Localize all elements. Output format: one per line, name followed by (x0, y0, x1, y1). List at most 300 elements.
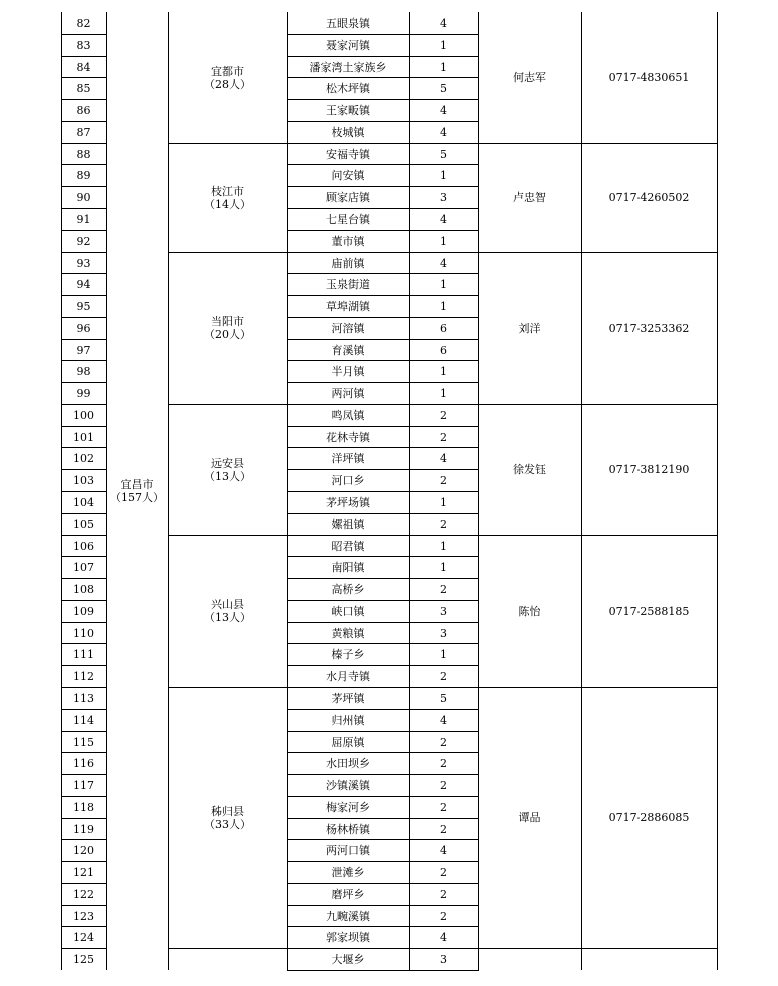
contact-person (478, 687, 581, 948)
row-number-text: 103 (73, 473, 94, 487)
quota-count (409, 382, 478, 404)
contact-person (478, 404, 581, 535)
town-name-text: 五眼泉镇 (326, 16, 370, 30)
row-number (61, 12, 106, 34)
quota-count-text: 6 (440, 321, 447, 335)
contact-phone-text: 0717-4830651 (608, 71, 690, 84)
quota-count (409, 883, 478, 905)
quota-count (409, 469, 478, 491)
quota-count-text: 2 (440, 887, 447, 901)
row-number (61, 469, 106, 491)
quota-count-text: 4 (440, 256, 447, 270)
row-number-text: 113 (73, 691, 94, 705)
row-number (61, 382, 106, 404)
grid-line (717, 12, 718, 970)
town-name-text: 梅家河乡 (326, 800, 370, 814)
town-name-text: 草埠湖镇 (326, 299, 370, 313)
row-number (61, 77, 106, 99)
quota-count (409, 926, 478, 948)
quota-count-text: 1 (440, 277, 447, 291)
quota-count-text: 4 (440, 16, 447, 30)
row-number (61, 339, 106, 361)
quota-count-text: 2 (440, 909, 447, 923)
row-number (61, 796, 106, 818)
row-number (61, 905, 106, 927)
town-name-text: 两河镇 (331, 386, 365, 400)
quota-count-text: 1 (440, 299, 447, 313)
town-name-text: 董市镇 (331, 234, 365, 248)
town-name (287, 578, 409, 600)
town-name-text: 顾家店镇 (326, 190, 370, 204)
quota-count-text: 2 (440, 473, 447, 487)
quota-count-text: 5 (440, 81, 447, 95)
row-number (61, 687, 106, 709)
row-number (61, 752, 106, 774)
contact-person-text: 徐发钰 (513, 463, 546, 476)
district-label (204, 65, 251, 91)
row-number (61, 948, 106, 970)
town-name (287, 731, 409, 753)
row-number-text: 97 (76, 343, 91, 357)
town-name-text: 洋坪镇 (331, 451, 365, 465)
town-name-text: 聂家河镇 (326, 38, 370, 52)
row-number (61, 622, 106, 644)
row-number (61, 600, 106, 622)
quota-count (409, 164, 478, 186)
quota-count (409, 447, 478, 469)
row-number-text: 96 (76, 321, 91, 335)
quota-count (409, 56, 478, 78)
row-number (61, 447, 106, 469)
contact-phone-text: 0717-4260502 (608, 191, 690, 204)
quota-count-text: 2 (440, 517, 447, 531)
contact-person-text: 卢忠智 (513, 191, 546, 204)
quota-count-text: 5 (440, 147, 447, 161)
row-number-text: 118 (73, 800, 94, 814)
quota-count-text: 3 (440, 952, 447, 966)
quota-count-text: 2 (440, 582, 447, 596)
town-name-text: 鸣凤镇 (331, 408, 365, 422)
quota-count (409, 513, 478, 535)
district-name: 枝江市 (211, 184, 244, 198)
quota-count (409, 230, 478, 252)
row-number (61, 709, 106, 731)
row-number (61, 208, 106, 230)
contact-person (478, 252, 581, 404)
district-count: （20人） (204, 328, 251, 341)
contact-person-text: 刘洋 (518, 321, 541, 335)
town-name (287, 556, 409, 578)
row-number-text: 92 (76, 234, 91, 248)
quota-count-text: 1 (440, 539, 447, 553)
quota-count-text: 2 (440, 756, 447, 770)
contact-person (478, 12, 581, 143)
contact-phone (581, 12, 717, 143)
town-name-text: 大堰乡 (331, 952, 365, 966)
row-number-text: 120 (73, 843, 94, 857)
quota-count-text: 1 (440, 495, 447, 509)
row-number (61, 731, 106, 753)
town-name (287, 861, 409, 883)
row-number-text: 115 (73, 735, 94, 749)
town-name (287, 752, 409, 774)
town-name (287, 164, 409, 186)
town-name (287, 121, 409, 143)
contact-person (478, 535, 581, 687)
town-name (287, 186, 409, 208)
district-count: （13人） (204, 469, 251, 483)
quota-count (409, 752, 478, 774)
row-number-text: 110 (73, 626, 94, 640)
row-number-text: 112 (73, 669, 94, 683)
contact-phone (581, 143, 717, 252)
district-label (204, 805, 251, 831)
row-number (61, 56, 106, 78)
row-number (61, 513, 106, 535)
contact-phone (581, 404, 717, 535)
town-name-text: 玉泉街道 (326, 277, 370, 291)
row-number-text: 94 (76, 277, 91, 291)
row-number-text: 89 (76, 168, 91, 182)
row-number-text: 98 (76, 364, 91, 378)
quota-count-text: 4 (440, 212, 447, 226)
row-number (61, 839, 106, 861)
quota-count (409, 535, 478, 557)
row-number (61, 230, 106, 252)
town-name-text: 王家畈镇 (326, 103, 370, 117)
row-number-text: 88 (76, 147, 91, 161)
quota-count-text: 1 (440, 647, 447, 661)
district-count: （13人） (204, 611, 251, 624)
town-name-text: 水月寺镇 (326, 669, 370, 683)
quota-count-text: 3 (440, 626, 447, 640)
town-name (287, 447, 409, 469)
quota-count (409, 339, 478, 361)
row-number (61, 556, 106, 578)
district-name: 当阳市 (211, 315, 244, 328)
row-number (61, 491, 106, 513)
quota-count (409, 99, 478, 121)
city-label (110, 478, 164, 504)
town-name-text: 安福寺镇 (326, 147, 370, 161)
row-number-text: 87 (76, 125, 91, 139)
district-cell (168, 252, 287, 404)
row-number-text: 106 (73, 539, 94, 553)
quota-count (409, 622, 478, 644)
quota-count (409, 818, 478, 840)
district-count: （28人） (204, 77, 251, 91)
contact-phone (581, 252, 717, 404)
town-name-text: 峡口镇 (331, 604, 365, 618)
district-name: 秭归县 (211, 804, 244, 818)
quota-count (409, 687, 478, 709)
town-name-text: 南阳镇 (331, 560, 365, 574)
quota-count (409, 948, 478, 970)
contact-phone (581, 948, 717, 970)
row-number (61, 360, 106, 382)
town-name-text: 半月镇 (331, 364, 365, 378)
row-number-text: 119 (73, 822, 94, 836)
quota-count (409, 252, 478, 274)
row-number-text: 116 (73, 756, 94, 770)
town-name (287, 143, 409, 165)
district-cell (168, 404, 287, 535)
contact-phone (581, 535, 717, 687)
quota-count (409, 143, 478, 165)
row-number-text: 85 (76, 81, 91, 95)
contact-person-text: 陈怡 (518, 604, 541, 618)
quota-count-text: 2 (440, 865, 447, 879)
district-cell (168, 12, 287, 143)
row-number-text: 95 (76, 299, 91, 313)
town-name (287, 883, 409, 905)
row-number-text: 90 (76, 190, 91, 204)
row-number (61, 774, 106, 796)
town-name (287, 839, 409, 861)
quota-count (409, 578, 478, 600)
town-name (287, 252, 409, 274)
town-name (287, 600, 409, 622)
district-count: （14人） (204, 197, 251, 211)
quota-count-text: 4 (440, 451, 447, 465)
town-name-text: 庙前镇 (331, 256, 365, 270)
town-name-text: 茅坪场镇 (326, 495, 370, 509)
quota-count-text: 3 (440, 604, 447, 618)
town-name-text: 水田坝乡 (326, 756, 370, 770)
town-name-text: 枝城镇 (331, 125, 365, 139)
district-cell (168, 948, 287, 970)
contact-phone-text: 0717-2588185 (608, 604, 690, 618)
town-name-text: 九畹溪镇 (326, 909, 370, 923)
city-cell (106, 12, 168, 970)
quota-count-text: 4 (440, 713, 447, 727)
town-name (287, 665, 409, 687)
row-number (61, 818, 106, 840)
quota-count (409, 404, 478, 426)
town-name (287, 774, 409, 796)
town-name-text: 屈原镇 (331, 735, 365, 749)
quota-count (409, 556, 478, 578)
row-number-text: 117 (73, 778, 94, 792)
town-name (287, 208, 409, 230)
town-name-text: 磨坪乡 (331, 887, 365, 901)
row-number-text: 101 (73, 430, 94, 444)
quota-count (409, 426, 478, 448)
quota-count (409, 121, 478, 143)
quota-count-text: 2 (440, 430, 447, 444)
town-name (287, 426, 409, 448)
district-label (204, 598, 251, 624)
quota-count-text: 1 (440, 560, 447, 574)
quota-count (409, 360, 478, 382)
town-name (287, 99, 409, 121)
quota-count-text: 1 (440, 234, 447, 248)
quota-count (409, 34, 478, 56)
town-name (287, 709, 409, 731)
contact-phone-text: 0717-3253362 (608, 321, 690, 335)
quota-count (409, 796, 478, 818)
town-name (287, 404, 409, 426)
quota-count (409, 905, 478, 927)
district-name: 远安县 (211, 456, 244, 470)
district-count: （33人） (204, 817, 251, 831)
contact-person-text: 何志军 (513, 71, 546, 84)
row-number (61, 99, 106, 121)
quota-count-text: 2 (440, 822, 447, 836)
district-name: 兴山县 (211, 598, 244, 611)
town-name (287, 469, 409, 491)
row-number (61, 121, 106, 143)
city-count: （157人） (110, 491, 164, 504)
contact-person (478, 948, 581, 970)
row-number-text: 114 (73, 713, 94, 727)
quota-count-text: 4 (440, 843, 447, 857)
row-number (61, 535, 106, 557)
quota-count-text: 5 (440, 691, 447, 705)
contact-person-text: 谭品 (518, 811, 541, 824)
town-name (287, 273, 409, 295)
city-name: 宜昌市 (120, 478, 154, 491)
town-name-text: 河口乡 (331, 473, 365, 487)
quota-count (409, 491, 478, 513)
quota-count (409, 839, 478, 861)
row-number-text: 102 (73, 451, 94, 465)
district-label (204, 457, 251, 483)
town-name-text: 昭君镇 (331, 539, 365, 553)
row-number (61, 578, 106, 600)
row-number-text: 84 (76, 60, 91, 74)
quota-count-text: 2 (440, 408, 447, 422)
row-number (61, 273, 106, 295)
row-number (61, 34, 106, 56)
town-name-text: 归州镇 (331, 713, 365, 727)
quota-count-text: 1 (440, 38, 447, 52)
town-name-text: 问安镇 (331, 168, 365, 182)
row-number (61, 404, 106, 426)
row-number (61, 295, 106, 317)
quota-count-text: 2 (440, 669, 447, 683)
town-name (287, 382, 409, 404)
quota-count (409, 317, 478, 339)
town-name (287, 339, 409, 361)
town-name (287, 360, 409, 382)
town-name-text: 郭家坝镇 (326, 930, 370, 944)
row-number-text: 99 (76, 386, 91, 400)
town-name-text: 松木坪镇 (326, 81, 370, 95)
row-number-text: 105 (73, 517, 94, 531)
row-number-text: 93 (76, 256, 91, 270)
quota-count-text: 2 (440, 800, 447, 814)
row-number-text: 82 (76, 16, 91, 30)
row-number (61, 643, 106, 665)
quota-count (409, 643, 478, 665)
town-name (287, 818, 409, 840)
row-number (61, 883, 106, 905)
town-name (287, 295, 409, 317)
row-number (61, 861, 106, 883)
town-name (287, 34, 409, 56)
quota-count-text: 6 (440, 343, 447, 357)
contact-person (478, 143, 581, 252)
quota-count (409, 186, 478, 208)
row-number-text: 83 (76, 38, 91, 52)
quota-count-text: 1 (440, 60, 447, 74)
grid-line (287, 970, 479, 971)
quota-count (409, 861, 478, 883)
contact-phone-text: 0717-3812190 (608, 463, 690, 476)
row-number (61, 317, 106, 339)
row-number-text: 125 (73, 952, 94, 966)
quota-count-text: 1 (440, 364, 447, 378)
town-name (287, 643, 409, 665)
row-number-text: 122 (73, 887, 94, 901)
town-name-text: 七星台镇 (326, 212, 370, 226)
contact-phone (581, 687, 717, 948)
row-number (61, 186, 106, 208)
town-name (287, 796, 409, 818)
quota-count-text: 2 (440, 778, 447, 792)
town-name-text: 榛子乡 (331, 647, 365, 661)
town-name (287, 622, 409, 644)
quota-count (409, 77, 478, 99)
town-name-text: 沙镇溪镇 (326, 778, 370, 792)
town-name (287, 77, 409, 99)
district-label (204, 185, 251, 211)
town-name-text: 嫘祖镇 (331, 517, 365, 531)
row-number-text: 107 (73, 560, 94, 574)
quota-count (409, 208, 478, 230)
quota-count (409, 12, 478, 34)
quota-count-text: 1 (440, 386, 447, 400)
quota-count-text: 4 (440, 125, 447, 139)
quota-count (409, 731, 478, 753)
town-name (287, 491, 409, 513)
row-number-text: 100 (73, 408, 94, 422)
district-cell (168, 687, 287, 948)
quota-count-text: 3 (440, 190, 447, 204)
row-number-text: 121 (73, 865, 94, 879)
quota-count-text: 1 (440, 168, 447, 182)
quota-count-text: 4 (440, 103, 447, 117)
row-number (61, 426, 106, 448)
district-label (204, 315, 251, 341)
row-number-text: 124 (73, 930, 94, 944)
district-cell (168, 143, 287, 252)
town-name (287, 317, 409, 339)
quota-count-text: 2 (440, 735, 447, 749)
district-cell (168, 535, 287, 687)
row-number-text: 104 (73, 495, 94, 509)
row-number (61, 143, 106, 165)
district-name: 宜都市 (211, 64, 244, 78)
row-number (61, 164, 106, 186)
town-name-text: 潘家湾土家族乡 (309, 60, 387, 74)
town-name (287, 905, 409, 927)
town-name (287, 535, 409, 557)
town-name-text: 两河口镇 (326, 843, 370, 857)
town-name (287, 687, 409, 709)
quota-count (409, 709, 478, 731)
town-name (287, 12, 409, 34)
row-number (61, 926, 106, 948)
row-number-text: 109 (73, 604, 94, 618)
quota-count (409, 273, 478, 295)
quota-count-text: 4 (440, 930, 447, 944)
contact-phone-text: 0717-2886085 (608, 811, 690, 824)
quota-count (409, 600, 478, 622)
town-name-text: 茅坪镇 (331, 691, 365, 705)
town-name (287, 230, 409, 252)
